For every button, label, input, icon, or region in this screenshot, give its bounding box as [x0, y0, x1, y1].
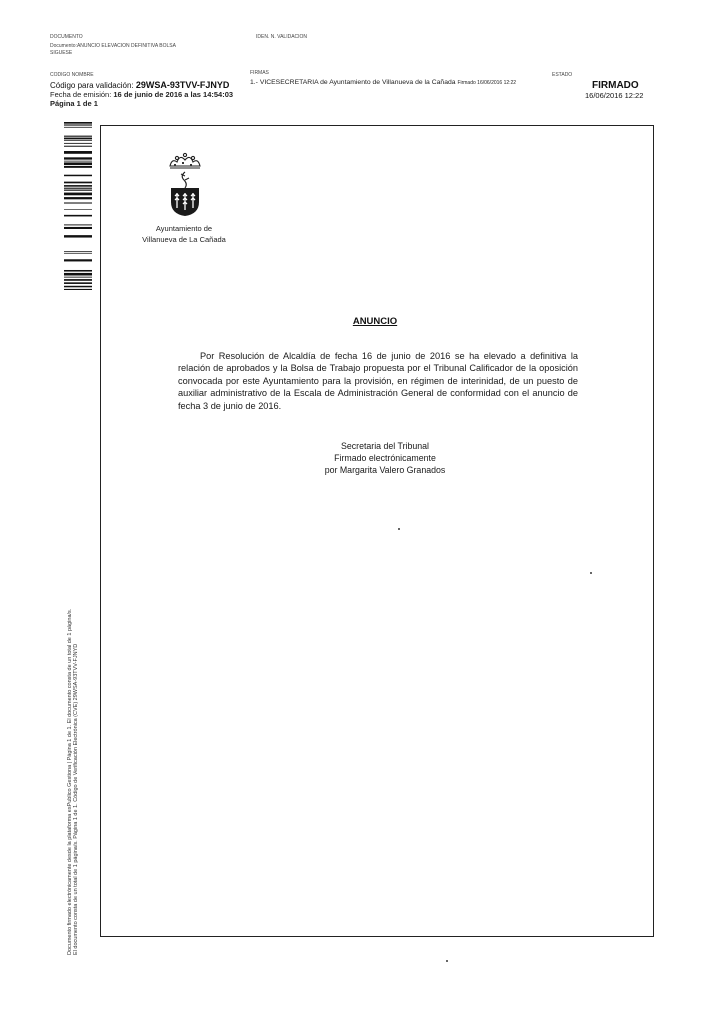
header-doc-label: DOCUMENTO [50, 34, 83, 40]
firmas-label: FIRMAS [250, 70, 269, 76]
logo-text-line2: Villanueva de La Cañada [142, 235, 226, 244]
scan-speck [398, 528, 400, 530]
header-center-label: IDEN. N. VALIDACION [256, 34, 308, 40]
logo-text-line1: Ayuntamiento de [155, 224, 213, 233]
header-doc-line1: Documento:ANUNCIO ELEVACION DEFINITIVA BOLSA [50, 43, 176, 49]
town-crest-logo [160, 150, 210, 220]
signer-line [250, 79, 516, 86]
signature-signer: por Margarita Valero Granados [324, 465, 446, 475]
validation-code: 29WSA-93TVV-FJNYD [135, 80, 230, 90]
notice-body-text: Por Resolución de Alcaldía de fecha 16 de junio de 2016 se ha elevado a definitiva la relación de aprobados y la Bolsa de Trabajo propuesta por el Tribunal Calificador de la oposición convocada por este Ayuntamiento para la provisión, en régimen de interinidad, de un puesto de auxiliar administrativo de la Escala de Administración General de conformidad con el anuncio de fecha 3 de junio de 2016. [178, 351, 578, 411]
signature-role: Secretaria del Tribunal [340, 441, 430, 451]
signature-method: Firmado electrónicamente [334, 453, 436, 463]
issue-date-line [50, 90, 233, 99]
issue-date-value: 16 de junio de 2016 a las 14:54:03 [113, 90, 234, 99]
csv-small-label: CODIGO NOMBRE [50, 72, 94, 78]
side-verification-note: Documento firmado electrónicamente desde la plataforma esPublico Gestiona | Página 1 de 1. El documento consta de un total de 1 página/s. [67, 608, 73, 955]
barcode-image [64, 122, 92, 290]
signer-name: 1.- VICESECRETARIA de Ayuntamiento de Villanueva de la Cañada [250, 79, 456, 86]
document-frame [100, 125, 654, 937]
scan-speck [446, 960, 448, 962]
scan-speck [590, 572, 592, 574]
notice-title: ANUNCIO [352, 316, 398, 327]
side-verification-note-2: El documento consta de un total de 1 página/s. Página 1 de 1. Código de Verificación Electrónica (CVE) 29WSA-93TVV-FJNYD [73, 643, 79, 955]
signed-date: 16/06/2016 12:22 [585, 91, 644, 100]
validation-code-label: Código para validación: [50, 81, 134, 90]
validation-code-line [50, 80, 229, 90]
notice-body [178, 350, 578, 412]
header-doc-line2: SIGUESE [50, 50, 73, 56]
page-count: Página 1 de 1 [50, 99, 98, 108]
signer-date: Firmado 16/06/2016 12:22 [457, 80, 517, 86]
state-label: ESTADO [552, 72, 573, 78]
issue-date-label: Fecha de emisión: [50, 90, 112, 99]
signed-status: FIRMADO [592, 80, 639, 91]
